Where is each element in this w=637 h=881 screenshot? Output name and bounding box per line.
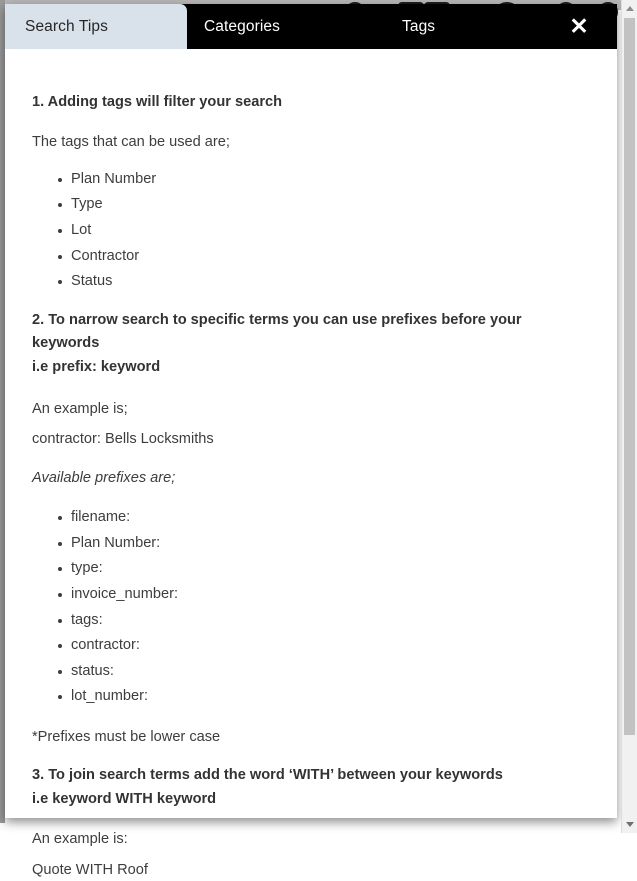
tip-2-heading-line-1: 2. To narrow search to specific terms you can use prefixes before your keywords	[32, 311, 522, 352]
tip-3-heading-line-1: 3. To join search terms add the word ‘WITH’ between your keywords	[32, 767, 503, 784]
list-item: Plan Number:	[71, 531, 591, 557]
available-prefixes-label: Available prefixes are;	[32, 470, 176, 486]
tip-2-heading-line-2: i.e prefix: keyword	[32, 359, 161, 376]
list-item: Lot	[71, 218, 591, 244]
list-item: contractor:	[71, 633, 591, 659]
search-tips-modal	[5, 4, 617, 878]
chevron-up-icon[interactable]	[622, 0, 637, 17]
list-item: Type	[71, 192, 591, 218]
tip-2-example-label: An example is;	[32, 400, 128, 417]
tip-3-heading-line-2: i.e keyword WITH keyword	[32, 790, 217, 807]
chevron-down-glyph	[626, 822, 634, 827]
tip-3-example-label: An example is:	[32, 831, 128, 848]
tip-1-intro: The tags that can be used are;	[32, 133, 230, 150]
chevron-up-glyph	[626, 6, 634, 11]
list-item: lot_number:	[71, 684, 591, 710]
tag-list	[32, 167, 591, 295]
tab-search-tips[interactable]: Search Tips	[5, 4, 187, 49]
scrollbar-thumb[interactable]	[624, 18, 635, 735]
list-item: status:	[71, 659, 591, 685]
page-scrollbar[interactable]	[621, 0, 637, 833]
prefix-list	[32, 505, 591, 710]
search-tips-content	[5, 49, 617, 881]
tab-categories[interactable]: Categories	[187, 4, 347, 49]
tip-3-example-value: Quote WITH Roof	[32, 861, 148, 878]
list-item: Contractor	[71, 244, 591, 270]
list-item: tags:	[71, 608, 591, 634]
tip-1-heading: 1. Adding tags will filter your search	[32, 94, 283, 110]
list-item: Status	[71, 269, 591, 295]
list-item: filename:	[71, 505, 591, 531]
list-item: Plan Number	[71, 167, 591, 193]
tab-tags[interactable]: Tags	[347, 4, 487, 49]
close-icon[interactable]: ✕	[564, 4, 594, 49]
tip-2-example-value: contractor: Bells Locksmiths	[32, 430, 214, 447]
prefix-case-note: *Prefixes must be lower case	[32, 728, 221, 745]
modal-tab-bar	[5, 4, 617, 49]
list-item: type:	[71, 556, 591, 582]
list-item: invoice_number:	[71, 582, 591, 608]
chevron-down-icon[interactable]	[622, 816, 637, 833]
